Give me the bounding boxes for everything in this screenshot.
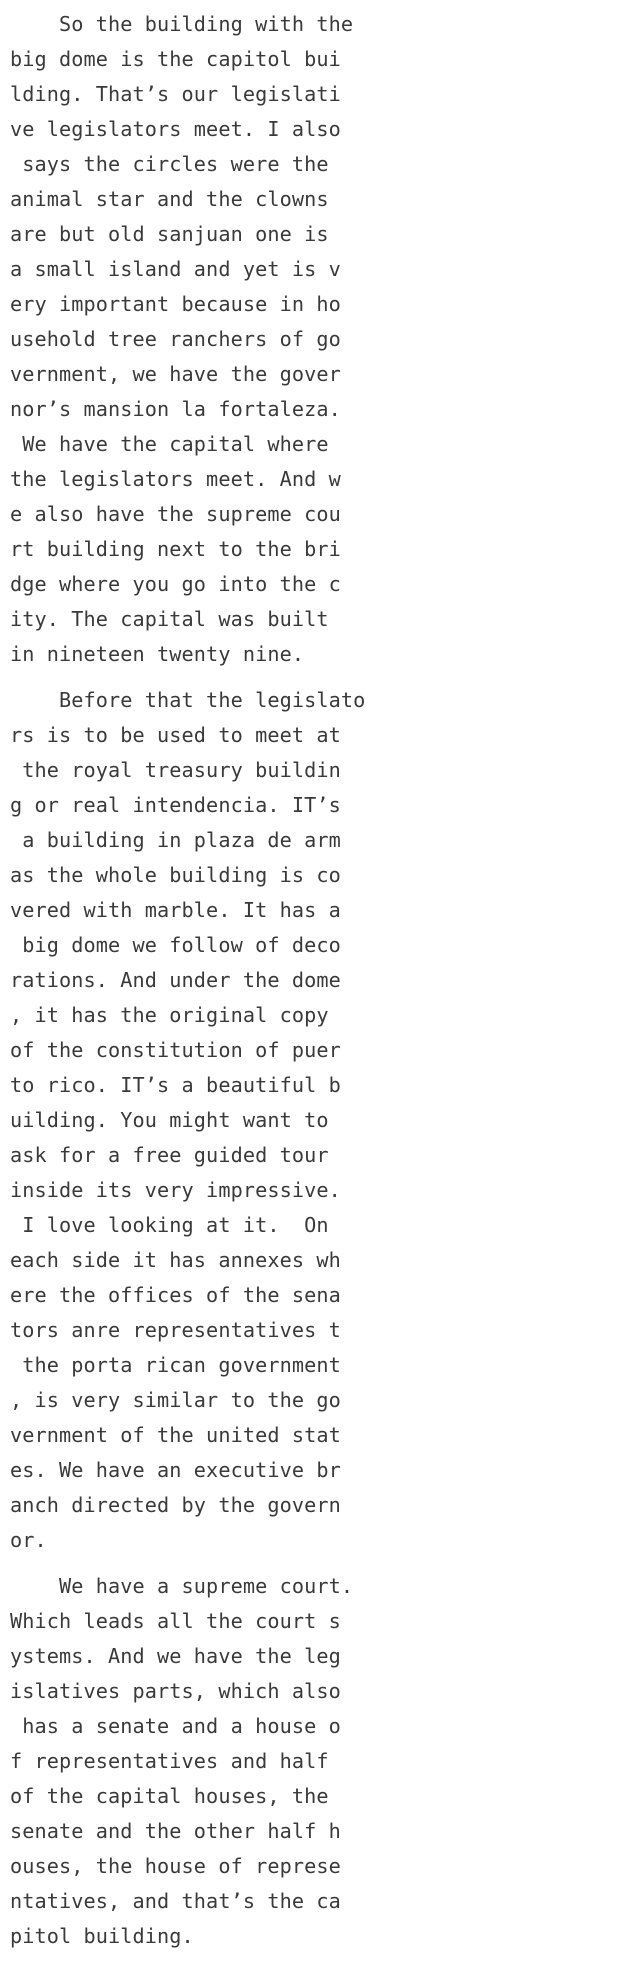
text-line: We have a supreme court. <box>10 1574 354 1598</box>
text-line: vernment, we have the gover <box>10 362 341 386</box>
text-line: of the capital houses, the <box>10 1784 329 1808</box>
text-line: in nineteen twenty nine. <box>10 642 305 666</box>
text-line: a small island and yet is v <box>10 257 341 281</box>
text-line: big dome we follow of deco <box>10 933 341 957</box>
text-line: dge where you go into the c <box>10 572 341 596</box>
text-line: tors anre representatives t <box>10 1318 341 1342</box>
text-line: the porta rican government <box>10 1353 341 1377</box>
paragraph-1 <box>10 7 630 672</box>
text-line: islatives parts, which also <box>10 1679 341 1703</box>
text-line: e also have the supreme cou <box>10 502 341 526</box>
text-line: ere the offices of the sena <box>10 1283 341 1307</box>
text-line: each side it has annexes wh <box>10 1248 341 1272</box>
text-line: ystems. And we have the leg <box>10 1644 341 1668</box>
text-line: pitol building. <box>10 1924 194 1948</box>
text-line: lding. That’s our legislati <box>10 82 341 106</box>
text-line: ity. The capital was built <box>10 607 329 631</box>
text-line: big dome is the capitol bui <box>10 47 341 71</box>
text-line: I love looking at it. On <box>10 1213 329 1237</box>
text-line: ery important because in ho <box>10 292 341 316</box>
text-line: ntatives, and that’s the ca <box>10 1889 341 1913</box>
text-line: or. <box>10 1528 47 1552</box>
text-line: ouses, the house of represe <box>10 1854 341 1878</box>
text-line: g or real intendencia. IT’s <box>10 793 341 817</box>
document-page <box>10 7 630 1965</box>
text-line: nor’s mansion la fortaleza. <box>10 397 341 421</box>
text-line: Before that the legislato <box>10 688 366 712</box>
paragraph-2 <box>10 683 630 1558</box>
text-line: ve legislators meet. I also <box>10 117 341 141</box>
text-line: Which leads all the court s <box>10 1609 341 1633</box>
text-line: the royal treasury buildin <box>10 758 341 782</box>
text-line: So the building with the <box>10 12 354 36</box>
text-line: es. We have an executive br <box>10 1458 341 1482</box>
text-line: the legislators meet. And w <box>10 467 341 491</box>
text-line: inside its very impressive. <box>10 1178 341 1202</box>
text-line: of the constitution of puer <box>10 1038 341 1062</box>
text-line: a building in plaza de arm <box>10 828 341 852</box>
text-line: uilding. You might want to <box>10 1108 329 1132</box>
text-line: f representatives and half <box>10 1749 329 1773</box>
text-line: as the whole building is co <box>10 863 341 887</box>
text-line: rt building next to the bri <box>10 537 341 561</box>
text-line: rs is to be used to meet at <box>10 723 341 747</box>
text-line: ask for a free guided tour <box>10 1143 329 1167</box>
text-line: , it has the original copy <box>10 1003 329 1027</box>
text-line: We have the capital where <box>10 432 329 456</box>
text-line: animal star and the clowns <box>10 187 329 211</box>
text-line: vernment of the united stat <box>10 1423 341 1447</box>
text-line: senate and the other half h <box>10 1819 341 1843</box>
text-line: has a senate and a house o <box>10 1714 341 1738</box>
text-line: anch directed by the govern <box>10 1493 341 1517</box>
paragraph-3 <box>10 1569 630 1954</box>
text-line: says the circles were the <box>10 152 329 176</box>
text-line: vered with marble. It has a <box>10 898 341 922</box>
text-line: rations. And under the dome <box>10 968 341 992</box>
text-line: usehold tree ranchers of go <box>10 327 341 351</box>
text-line: are but old sanjuan one is <box>10 222 329 246</box>
text-line: to rico. IT’s a beautiful b <box>10 1073 341 1097</box>
text-line: , is very similar to the go <box>10 1388 341 1412</box>
